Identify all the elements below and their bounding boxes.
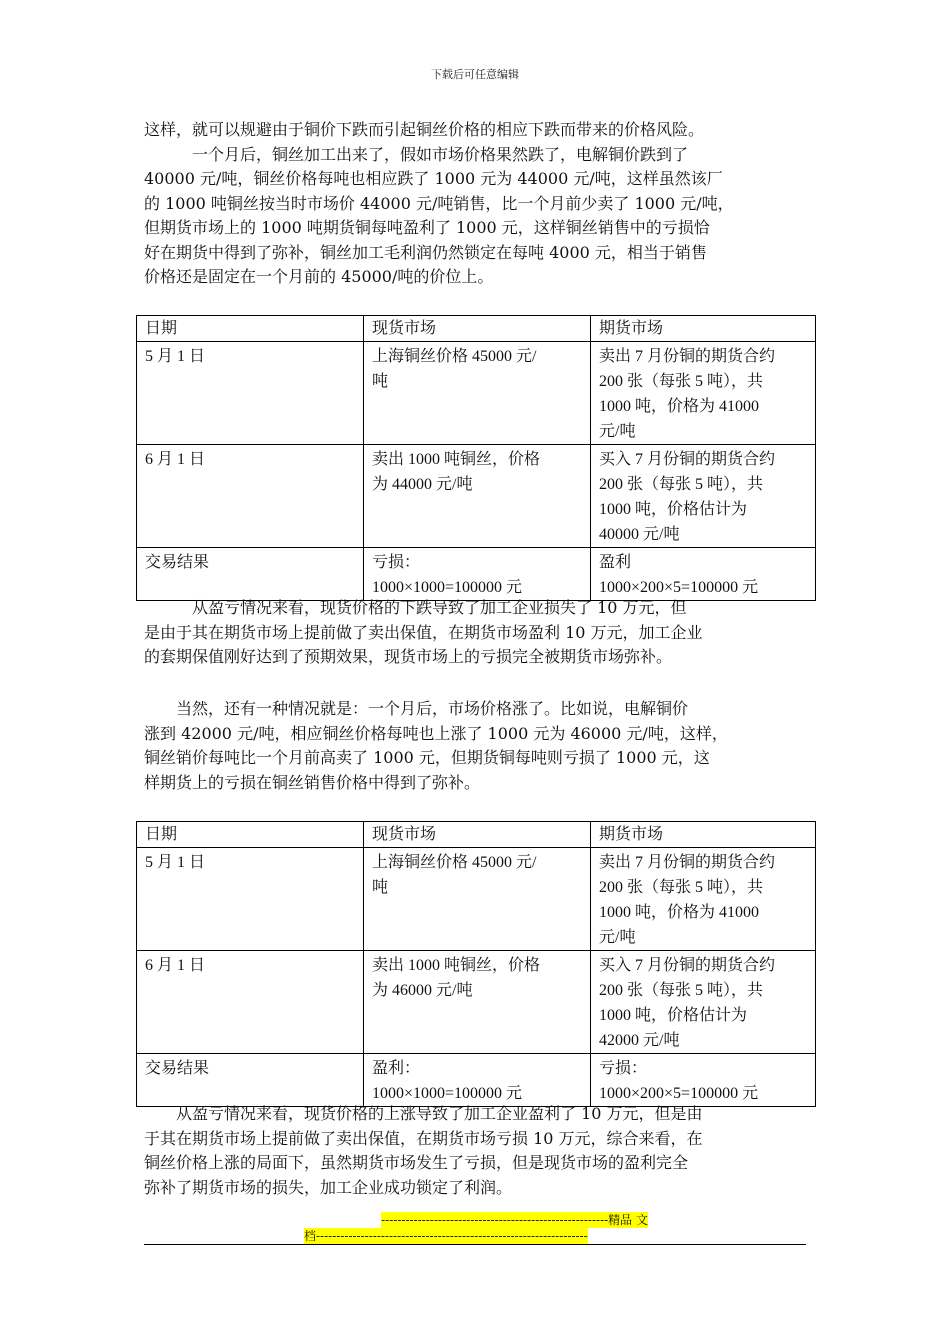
table-row bbox=[137, 951, 816, 1054]
cell-line: 1000×200×5=100000 元 bbox=[599, 579, 759, 596]
header-futures-market: 期货市场 bbox=[591, 822, 816, 848]
table-row bbox=[137, 848, 816, 951]
text-line: 价格还是固定在一个月前的 45000/吨的价位上。 bbox=[144, 267, 494, 286]
cell-line: 为 44000 元/吨 bbox=[372, 476, 473, 493]
header-spot-market: 现货市场 bbox=[364, 822, 591, 848]
table-header-row bbox=[137, 822, 816, 848]
date-cell: 5 月 1 日 bbox=[137, 848, 364, 951]
cell-line: 买入 7 月份铜的期货合约 bbox=[599, 957, 776, 974]
cell-line: 卖出 7 月份铜的期货合约 bbox=[599, 348, 776, 365]
cell-line: 上海铜丝价格 45000 元/ bbox=[372, 348, 537, 365]
hedge-table-price-rise bbox=[136, 821, 816, 1107]
cell-line: 卖出 7 月份铜的期货合约 bbox=[599, 854, 776, 871]
analysis-paragraph-rise bbox=[144, 1102, 808, 1200]
text-line: 的套期保值刚好达到了预期效果，现货市场上的亏损完全被期货市场弥补。 bbox=[144, 647, 673, 666]
spot-cell bbox=[364, 848, 591, 951]
cell-line: 元/吨 bbox=[599, 929, 636, 946]
text-line: 铜丝价格上涨的局面下，虽然期货市场发生了亏损，但是现货市场的盈利完全 bbox=[144, 1153, 689, 1172]
text-line: 样期货上的亏损在铜丝销售价格中得到了弥补。 bbox=[144, 772, 481, 792]
text-line: 好在期货中得到了弥补，铜丝加工毛利润仍然锁定在每吨 4000 元，相当于销售 bbox=[144, 242, 707, 262]
result-label-cell: 交易结果 bbox=[137, 1054, 364, 1107]
text-line: 当然，还有一种情况就是：一个月后，市场价格涨了。比如说，电解铜价 bbox=[144, 699, 689, 718]
text-line: 从盈亏情况来看，现货价格的下跌导致了加工企业损失了 10 万元，但 bbox=[144, 598, 687, 617]
futures-cell bbox=[591, 445, 816, 548]
futures-cell bbox=[591, 342, 816, 445]
cell-line: 卖出 1000 吨铜丝，价格 bbox=[372, 451, 541, 468]
cell-line: 盈利 bbox=[599, 554, 632, 571]
cell-line: 为 46000 元/吨 bbox=[372, 982, 473, 999]
spot-cell bbox=[364, 445, 591, 548]
table-row bbox=[137, 548, 816, 601]
intro-paragraph bbox=[144, 118, 808, 290]
cell-line: 1000 吨，价格估计为 bbox=[599, 501, 748, 518]
analysis-paragraph-fall bbox=[144, 596, 808, 670]
spot-cell bbox=[364, 342, 591, 445]
text-line: 弥补了期货市场的损失，加工企业成功锁定了利润。 bbox=[144, 1177, 513, 1197]
text-line: 是由于其在期货市场上提前做了卖出保值，在期货市场盈利 10 万元，加工企业 bbox=[144, 622, 703, 642]
cell-line: 40000 元/吨 bbox=[599, 526, 680, 543]
cell-line: 盈利： bbox=[372, 1060, 421, 1077]
hedge-table-price-fall bbox=[136, 315, 816, 601]
text-line: 铜丝销价每吨比一个月前高卖了 1000 元，但期货铜每吨则亏损了 1000 元，这 bbox=[144, 748, 710, 767]
table-row bbox=[137, 342, 816, 445]
cell-line: 吨 bbox=[372, 373, 389, 390]
spot-result-cell bbox=[364, 1054, 591, 1107]
footer-divider bbox=[144, 1244, 806, 1245]
cell-line: 1000 吨，价格为 41000 bbox=[599, 904, 760, 921]
table-header-row bbox=[137, 316, 816, 342]
date-cell: 5 月 1 日 bbox=[137, 342, 364, 445]
table-row bbox=[137, 445, 816, 548]
cell-line: 200 张（每张 5 吨），共 bbox=[599, 476, 764, 493]
futures-result-cell bbox=[591, 548, 816, 601]
spot-cell bbox=[364, 951, 591, 1054]
cell-line: 上海铜丝价格 45000 元/ bbox=[372, 854, 537, 871]
header-date: 日期 bbox=[137, 316, 364, 342]
header-spot-market: 现货市场 bbox=[364, 316, 591, 342]
rise-scenario-paragraph bbox=[144, 697, 808, 795]
header-date: 日期 bbox=[137, 822, 364, 848]
header-futures-market: 期货市场 bbox=[591, 316, 816, 342]
table-row bbox=[137, 1054, 816, 1107]
cell-line: 1000×1000=100000 元 bbox=[372, 1085, 523, 1102]
cell-line: 亏损： bbox=[599, 1060, 648, 1077]
cell-line: 200 张（每张 5 吨），共 bbox=[599, 373, 764, 390]
futures-result-cell bbox=[591, 1054, 816, 1107]
spot-result-cell bbox=[364, 548, 591, 601]
date-cell: 6 月 1 日 bbox=[137, 445, 364, 548]
text-line: 但期货市场上的 1000 吨期货铜每吨盈利了 1000 元，这样铜丝销售中的亏损恰 bbox=[144, 218, 710, 237]
cell-line: 1000 吨，价格估计为 bbox=[599, 1007, 748, 1024]
page-header: 下载后可任意编辑 bbox=[431, 68, 519, 81]
cell-line: 元/吨 bbox=[599, 423, 636, 440]
cell-line: 1000×1000=100000 元 bbox=[372, 579, 523, 596]
footer-line: 档------------------------------------------------------------------- bbox=[304, 1229, 588, 1243]
cell-line: 买入 7 月份铜的期货合约 bbox=[599, 451, 776, 468]
cell-line: 1000 吨，价格为 41000 bbox=[599, 398, 760, 415]
cell-line: 吨 bbox=[372, 879, 389, 896]
cell-line: 1000×200×5=100000 元 bbox=[599, 1085, 759, 1102]
result-label-cell: 交易结果 bbox=[137, 548, 364, 601]
cell-line: 200 张（每张 5 吨），共 bbox=[599, 879, 764, 896]
text-line: 涨到 42000 元/吨，相应铜丝价格每吨也上涨了 1000 元为 46000 元/吨，这样， bbox=[144, 723, 728, 743]
footer-line: --------------------------------------------------------精品 文 bbox=[381, 1213, 648, 1227]
futures-cell bbox=[591, 951, 816, 1054]
futures-cell bbox=[591, 848, 816, 951]
cell-line: 42000 元/吨 bbox=[599, 1032, 680, 1049]
text-line: 这样，就可以规避由于铜价下跌而引起铜丝价格的相应下跌而带来的价格风险。 bbox=[144, 120, 705, 139]
date-cell: 6 月 1 日 bbox=[137, 951, 364, 1054]
cell-line: 亏损： bbox=[372, 554, 421, 571]
cell-line: 200 张（每张 5 吨），共 bbox=[599, 982, 764, 999]
footer-watermark bbox=[304, 1212, 648, 1244]
text-line: 的 1000 吨铜丝按当时市场价 44000 元/吨销售，比一个月前少卖了 1000 元/吨， bbox=[144, 193, 734, 213]
text-line: 从盈亏情况来看，现货价格的上涨导致了加工企业盈利了 10 万元，但是由 bbox=[144, 1104, 703, 1123]
text-line: 40000 元/吨，铜丝价格每吨也相应跌了 1000 元为 44000 元/吨，这样虽然该厂 bbox=[144, 169, 723, 188]
text-line: 于其在期货市场上提前做了卖出保值，在期货市场亏损 10 万元，综合来看，在 bbox=[144, 1128, 703, 1148]
cell-line: 卖出 1000 吨铜丝，价格 bbox=[372, 957, 541, 974]
text-line: 一个月后，铜丝加工出来了，假如市场价格果然跌了，电解铜价跌到了 bbox=[144, 144, 689, 164]
